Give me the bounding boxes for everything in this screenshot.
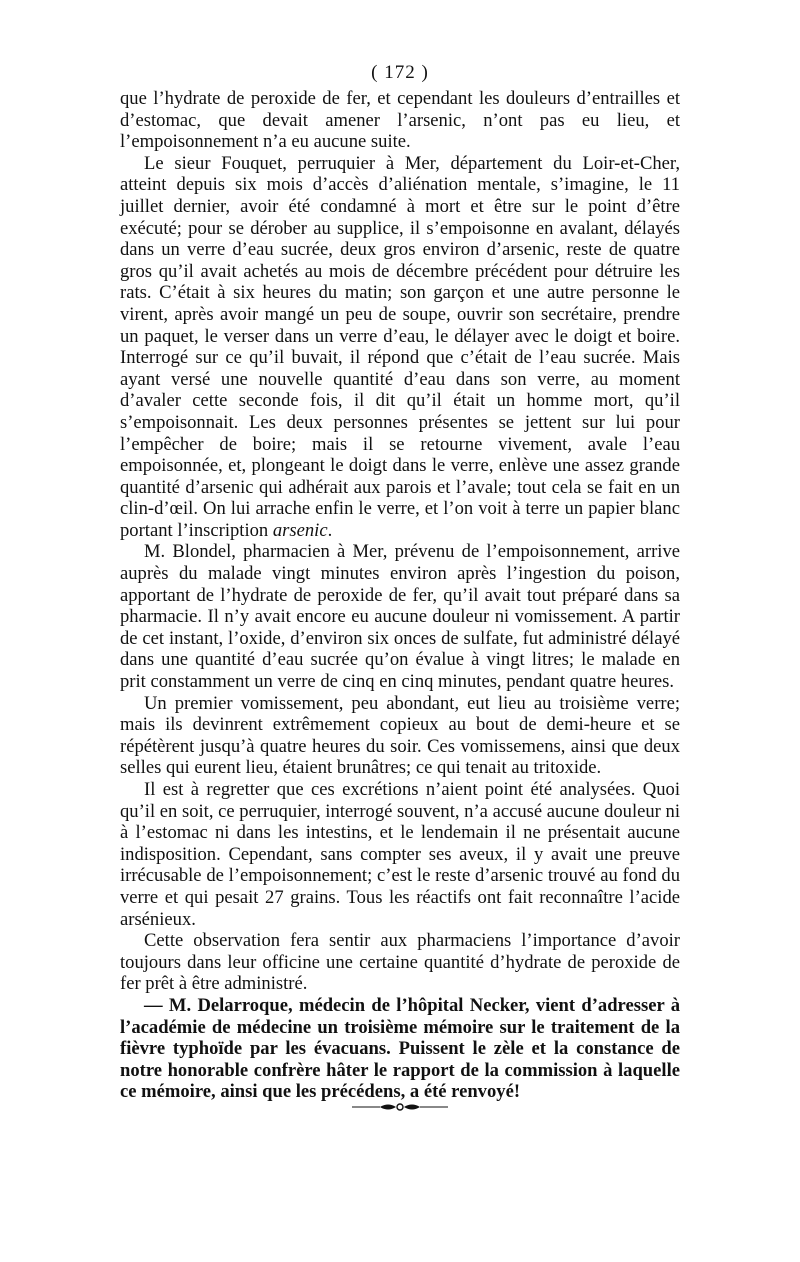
paragraph-observation: Cette observation fera sentir aux pharmaciens l’importance d’avoir toujours dans leur officine une certaine quantité d’hydrate de peroxide de fer prêt à être administré. <box>120 930 680 995</box>
paragraph-text: Le sieur Fouquet, perruquier à Mer, département du Loir-et-Cher, atteint depuis six mois d’accès d’aliénation mentale, s’imagine, le 11 juillet dernier, avoir été condamné à mort et être sur le point d’être exécuté; pour se dérober au supplice, il s’empoisonne en avalant, délayés dans un verre d’eau sucrée, deux gros environ d’arsenic, reste de quatre gros qu’il avait achetés au mois de décembre précédent pour détruire les rats. C’était à six heures du matin; son garçon et une autre personne le virent, après avoir mangé un peu de soupe, ouvrir son secrétaire, prendre un paquet, le verser dans un verre d’eau, le délayer avec le doigt et boire. Interrogé sur ce qu’il buvait, il répond que c’était de l’eau sucrée. Mais ayant versé une nouvelle quantité d’eau dans son verre, au moment d’avaler cette seconde fois, il dit qu’il était un homme mort, qu’il s’empoisonnait. Les deux personnes présentes se jettent sur lui pour l’empêcher de boire; mais il se retourne vivement, avale l’eau empoisonnée, et, plongeant le doigt dans le verre, enlève une assez grande quantité d’arsenic qui adhérait aux parois et l’avale; tout cela se fait en un clin-d’œil. On lui arrache enfin le verre, et l’on voit à terre un papier blanc portant l’inscription <box>120 152 680 541</box>
paragraph-fouquet-case <box>120 153 680 542</box>
paragraph-continuation: que l’hydrate de peroxide de fer, et cependant les douleurs d’entrailles et d’estomac, que devait amener l’arsenic, n’ont pas eu lieu, et l’empoisonnement n’a eu aucune suite. <box>120 88 680 153</box>
paragraph-blondel: M. Blondel, pharmacien à Mer, prévenu de l’empoisonnement, arrive auprès du malade vingt minutes environ après l’ingestion du poison, apportant de l’hydrate de peroxide de fer, qu’il avait tout préparé dans sa pharmacie. Il n’y avait encore eu aucune douleur ni vomissement. A partir de cet instant, l’oxide, d’environ six onces de sulfate, fut administré délayé dans une quantité d’eau sucrée qu’on évalue à vingt litres; le malade en prit constamment un verre de cinq en cinq minutes, pendant quatre heures. <box>120 541 680 693</box>
paragraph-delarroque: — M. Delarroque, médecin de l’hôpital Necker, vient d’adresser à l’académie de médecine un troisième mémoire sur le traitement de la fièvre typhoïde par les évacuans. Puissent le zèle et la constance de notre honorable confrère hâter le rapport de la commission à laquelle ce mémoire, ainsi que les précédens, a été renvoyé! <box>120 994 680 1103</box>
page-number: ( 172 ) <box>371 62 429 83</box>
paragraph-excretions: Il est à regretter que ces excrétions n’aient point été analysées. Quoi qu’il en soit, ce perruquier, interrogé souvent, n’a accusé aucune douleur ni à l’estomac ni dans les intestins, et le lendemain il ne présentait aucune indisposition. Cependant, sans compter ses aveux, il y avait une preuve irrécusable de l’empoisonnement; c’est le reste d’arsenic trouvé au fond du verre et qui pesait 27 grains. Tous les réactifs ont fait reconnaître l’acide arsénieux. <box>120 779 680 930</box>
paragraph-vomissement: Un premier vomissement, peu abondant, eut lieu au troisième verre; mais ils devinrent extrêmement copieux au bout de demi-heure et se répétèrent jusqu’à quatre heures du soir. Ces vomissemens, ainsi que deux selles qui eurent lieu, étaient brunâtres; ce qui tenait au tritoxide. <box>120 692 680 779</box>
body-text <box>120 88 680 1103</box>
inscription-word: arsenic <box>272 519 328 541</box>
fleuron-ornament-icon <box>350 1100 450 1114</box>
paragraph-text-end: . <box>327 519 333 541</box>
